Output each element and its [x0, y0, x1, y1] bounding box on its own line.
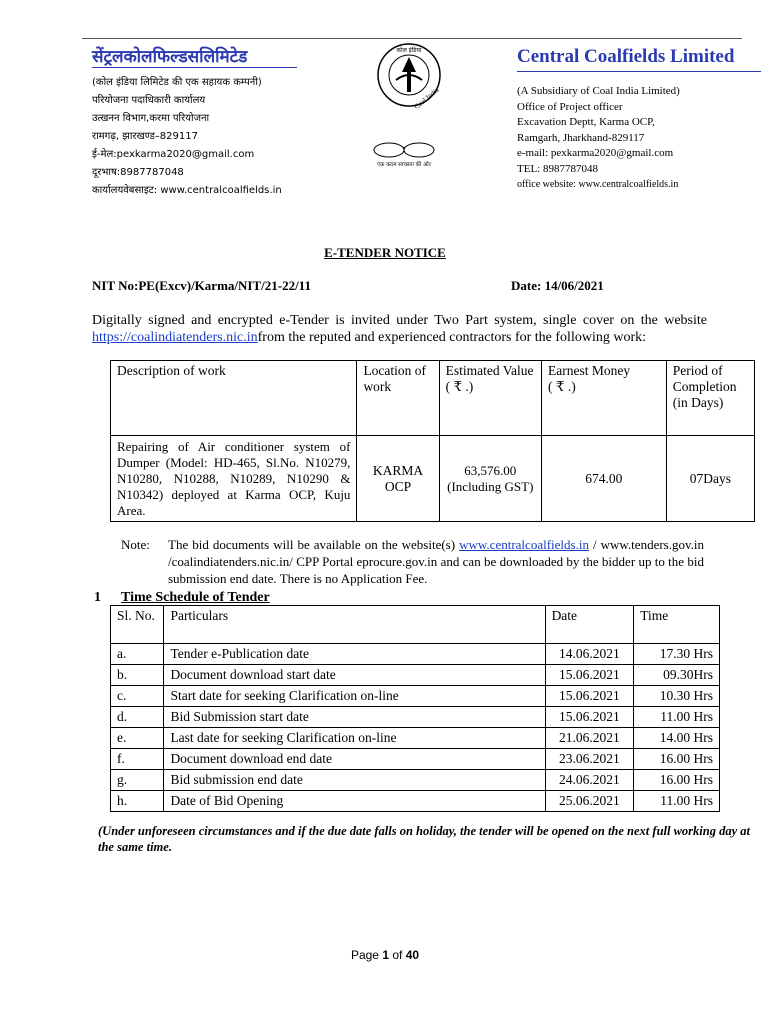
schedule-time: 17.30 Hrs [634, 644, 720, 665]
schedule-row [111, 770, 720, 791]
hindi-line: ई-मेल:pexkarma2020@gmail.com [92, 149, 255, 160]
header-period: Period of Completion (in Days) [666, 361, 754, 436]
schedule-date: 23.06.2021 [545, 749, 634, 770]
note-text: The bid documents will be available on the website(s) www.centralcoalfields.in / www.tenders.gov.in /coalindiatenders.nic.in/ CPP Portal eprocure.gov.in and can be downloaded by the bidder up to the bid submission end date. There is no Application Fee. [168, 537, 704, 586]
hindi-line: रामगढ़, झारखण्ड–829117 [92, 131, 198, 142]
schedule-particulars: Last date for seeking Clarification on-line [164, 728, 545, 749]
ccl-website-link[interactable]: www.centralcoalfields.in [459, 537, 589, 552]
work-description: Repairing of Air conditioner system of Dumper (Model: HD-465, Sl.No. N10279, N10280, N10288, N10289, N10290 & N10342) deployed at Karma OCP, Kuju Area. [111, 436, 357, 522]
schedule-table [110, 605, 720, 812]
header-description: Description of work [111, 361, 357, 436]
schedule-header [111, 606, 720, 644]
schedule-row [111, 644, 720, 665]
schedule-particulars: Document download start date [164, 665, 545, 686]
svg-text:कोल इंडिया: कोल इंडिया [396, 47, 422, 54]
schedule-time: 09.30Hrs [634, 665, 720, 686]
english-line: office website: www.centralcoalfields.in [517, 179, 679, 190]
work-table-header [111, 361, 755, 436]
schedule-time: 11.00 Hrs [634, 707, 720, 728]
english-line: Ramgarh, Jharkhand-829117 [517, 131, 645, 144]
schedule-sl: a. [111, 644, 164, 665]
schedule-time: 11.00 Hrs [634, 791, 720, 812]
hindi-line: परियोजना पदाधिकारी कार्यालय [92, 95, 206, 106]
schedule-time: 14.00 Hrs [634, 728, 720, 749]
completion-period: 07Days [666, 436, 754, 522]
work-location: KARMA OCP [357, 436, 439, 522]
coal-india-logo [376, 42, 442, 108]
schedule-sl: h. [111, 791, 164, 812]
schedule-sl: g. [111, 770, 164, 791]
schedule-row [111, 749, 720, 770]
header-sl: Sl. No. [111, 606, 164, 644]
svg-text:Coal India: Coal India [412, 85, 441, 108]
header-time: Time [634, 606, 720, 644]
hindi-line: (कोल इंडिया लिमिटेड की एक सहायक कम्पनी) [92, 77, 262, 88]
top-rule [82, 38, 742, 39]
tender-website-link[interactable]: https://coalindiatenders.nic.in [92, 330, 258, 345]
page-current: 1 [382, 948, 389, 962]
hindi-address-block [92, 74, 332, 200]
schedule-date: 14.06.2021 [545, 644, 634, 665]
schedule-particulars: Bid submission end date [164, 770, 545, 791]
page-footer: Page 1 of 40 [350, 948, 420, 962]
nit-number: NIT No:PE(Excv)/Karma/NIT/21-22/11 [92, 278, 311, 293]
swachh-bharat-emblem [367, 140, 441, 170]
schedule-body [111, 644, 720, 812]
notice-title: E-TENDER NOTICE [324, 245, 446, 260]
english-line: (A Subsidiary of Coal India Limited) [517, 85, 680, 97]
header-earnest: Earnest Money ( ₹ .) [542, 361, 667, 436]
english-line: Office of Project officer [517, 100, 623, 113]
schedule-sl: f. [111, 749, 164, 770]
english-line: e-mail: pexkarma2020@gmail.com [517, 147, 674, 159]
work-table-row [111, 436, 755, 522]
schedule-particulars: Document download end date [164, 749, 545, 770]
intro-paragraph: Digitally signed and encrypted e-Tender is invited under Two Part system, single cover on the website https://coalindiatenders.nic.infrom the reputed and experienced contractors for the following work: [92, 313, 707, 345]
page-total: 40 [405, 948, 420, 962]
hindi-company-name: सेंट्रलकोलफिल्डसलिमिटेड [92, 47, 248, 67]
english-title-rule [517, 71, 761, 72]
schedule-row [111, 665, 720, 686]
schedule-particulars: Date of Bid Opening [164, 791, 545, 812]
english-line: TEL: 8987787048 [517, 162, 598, 175]
work-table [110, 360, 755, 522]
schedule-sl: d. [111, 707, 164, 728]
schedule-date: 15.06.2021 [545, 665, 634, 686]
schedule-number: 1 [94, 590, 101, 605]
schedule-time: 10.30 Hrs [634, 686, 720, 707]
header-location: Location of work [357, 361, 439, 436]
hindi-line: दूरभाष:8987787048 [92, 167, 184, 178]
earnest-money: 674.00 [542, 436, 667, 522]
header-particulars: Particulars [164, 606, 545, 644]
schedule-time: 16.00 Hrs [634, 770, 720, 791]
schedule-sl: e. [111, 728, 164, 749]
schedule-date: 15.06.2021 [545, 707, 634, 728]
schedule-date: 15.06.2021 [545, 686, 634, 707]
hindi-line: कार्यालयवेबसाइट: www.centralcoalfields.in [92, 185, 282, 196]
schedule-row [111, 707, 720, 728]
estimated-value: 63,576.00 (Including GST) [439, 436, 541, 522]
schedule-particulars: Tender e-Publication date [164, 644, 545, 665]
svg-text:एक कदम स्वच्छता की ओर: एक कदम स्वच्छता की ओर [377, 162, 431, 168]
schedule-row [111, 791, 720, 812]
schedule-title: Time Schedule of Tender [121, 590, 270, 605]
coal-india-logo-icon [376, 42, 442, 108]
schedule-sl: c. [111, 686, 164, 707]
header-date: Date [545, 606, 634, 644]
schedule-date: 24.06.2021 [545, 770, 634, 791]
english-line: Excavation Deptt, Karma OCP, [517, 116, 655, 128]
schedule-time: 16.00 Hrs [634, 749, 720, 770]
footnote: (Under unforeseen circumstances and if the due date falls on holiday, the tender will be opened on the next full working day at the same time. [98, 824, 750, 854]
schedule-date: 25.06.2021 [545, 791, 634, 812]
schedule-particulars: Start date for seeking Clarification on-line [164, 686, 545, 707]
schedule-date: 21.06.2021 [545, 728, 634, 749]
schedule-row [111, 728, 720, 749]
english-address-block [517, 84, 767, 193]
notice-date: Date: 14/06/2021 [511, 278, 604, 293]
schedule-sl: b. [111, 665, 164, 686]
hindi-title-rule [92, 67, 297, 68]
hindi-line: उत्खनन विभाग,करमा परियोजना [92, 113, 210, 124]
spectacles-icon [367, 140, 441, 170]
header-estimated: Estimated Value ( ₹ .) [439, 361, 541, 436]
schedule-row [111, 686, 720, 707]
schedule-particulars: Bid Submission start date [164, 707, 545, 728]
english-company-name: Central Coalfields Limited [517, 46, 735, 67]
note-label: Note: [121, 537, 150, 552]
